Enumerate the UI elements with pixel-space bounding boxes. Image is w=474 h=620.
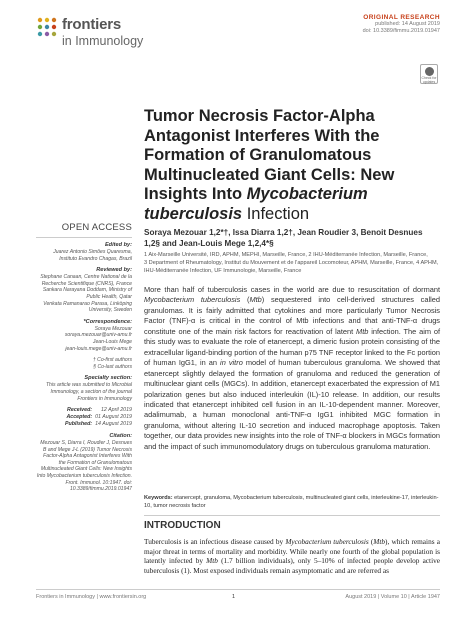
co-last-authors-note: § Co-last authors bbox=[93, 363, 132, 370]
received-label: Received: bbox=[67, 407, 93, 414]
reviewer: Stephane Canaan, Centre National de la Recherche Scientifique (CNRS), France bbox=[40, 274, 132, 287]
article-sidebar bbox=[36, 222, 132, 493]
journal-header bbox=[36, 14, 440, 54]
citation-text: Mezouar S, Diarra I, Roudier J, Desnues B and Mege J-L (2019) Tumor Necrosis Factor-Alpha Antagonist Interferes With the Formation of Granulomatous Multinucleated Giant Cells: New Insights Into Mycobacterium tuberculosis Infection. Front. Immunol. 10:1947. doi: 10.3389/fimmu.2019.01947 bbox=[36, 440, 132, 493]
article-type: ORIGINAL RESEARCH bbox=[363, 14, 440, 21]
article-dates bbox=[36, 407, 132, 428]
keywords bbox=[144, 494, 440, 510]
specialty-text: This article was submitted to Microbial Immunology, a section of the journal Frontiers in Immunology bbox=[45, 382, 132, 402]
correspondent-email[interactable]: jean-louis.mege@univ-amu.fr bbox=[65, 345, 132, 352]
reviewer: Venkata Ramanarao Parasa, Linköping University, Sweden bbox=[43, 300, 132, 314]
abstract: More than half of tuberculosis cases in the world are due to resuscitation of dormant Mycobacterium tuberculosis (Mtb) sequestered into cell-derived structures called granulomas. It is fairly admitted that cytokines and more particularly Tumor Necrosis Factor (TNF)-α is critical in the control of Mtb infections and that anti-TNF-α drugs constitute one of the main risk factors for reactivation of latent Mtb infection. The aim of this study was to evaluate the role of etanercept, a dimeric fusion protein consisting of the extracellular ligand-binding portion of the human p75 TNF receptor linked to the Fc portion of human IgG1, in an in vitro model of human tuberculous granuloma. We showed that etanercept slightly delayed the formation of granuloma and reduced the generation of multinuclear giant cells (MGCs). In addition, etanercept exacerbated the expression of M1 polarization genes but also induced interleukin (IL)-10 release. In addition, our results indicated that etanercept inhibited cell fusion in an IL-10-dependent manner. Moreover, adalimumab, a human monoclonal anti-TNF-α IgG1 inhibited MGC formation in granuloma, without altering IL-10 secretion and induced macrophage apoptosis. Taken together, our data provides new insights into the role of TNF-α blockers in MGCs formation and the impact of such immunomodulatory drugs on tuberculous granuloma maturation. bbox=[144, 285, 441, 451]
keywords-text: etanercept, granuloma, Mycobacterium tuberculosis, multinucleated giant cells, interleukine-17, interleukin-10, tumor necrosis factor bbox=[144, 495, 439, 509]
check-updates-badge[interactable] bbox=[420, 64, 438, 84]
received-date: 12 April 2019 bbox=[100, 407, 132, 414]
accepted-label: Accepted: bbox=[66, 414, 93, 421]
edited-by-label: Edited by: bbox=[104, 242, 132, 248]
reviewed-by-label: Reviewed by: bbox=[96, 267, 132, 274]
frontiers-logo-icon bbox=[36, 16, 58, 38]
title-end: Infection bbox=[242, 204, 310, 223]
affiliation-line: IHU-Méditerranée Infection, UF Immunologie, Marseille, France bbox=[144, 268, 302, 274]
page-number: 1 bbox=[232, 594, 236, 600]
footer-divider bbox=[36, 589, 440, 590]
affiliations bbox=[144, 251, 440, 275]
reviewer: Sankara Narayana Doddam, Ministry of Public Health, Qatar bbox=[42, 287, 132, 300]
intro-text: Tuberculosis is an infectious disease caused by Mycobacterium tuberculosis (Mtb), which remains a major threat in terms of mortality and morbidity. While nearly one fourth of the global population is latently infected by Mtb (1.7 billion individuals), only 5–10% of infected people develop active tuberculosis (1). Most exposed individuals remain asymptomatic and are referred as bbox=[144, 537, 440, 575]
publish-date: published: 14 August 2019 bbox=[375, 21, 440, 27]
title-text: Tumor Necrosis Factor-Alpha Antagonist Interferes With the Formation of Granulomatous Multinucleated Giant Cells: New Insights Into bbox=[144, 107, 395, 203]
citation-label: Citation: bbox=[109, 433, 132, 440]
affiliation-line: 1 Aix-Marseille Université, IRD, APHM, MEPHI, Marseille, France, 2 IHU-Méditerranée Infection, Marseille, France, bbox=[144, 252, 428, 258]
doi-link[interactable]: doi: 10.3389/fimmu.2019.01947 bbox=[362, 28, 440, 34]
intro-heading: INTRODUCTION bbox=[144, 520, 221, 531]
brand-name: frontiers bbox=[62, 16, 122, 33]
correspondent-name: Soraya Mezouar bbox=[94, 325, 132, 332]
check-updates-icon bbox=[425, 67, 434, 76]
keywords-label: Keywords: bbox=[144, 495, 173, 501]
check-updates-label: Check for updates bbox=[421, 76, 437, 84]
specialty-label: Specialty section: bbox=[84, 375, 132, 382]
footer-volume: August 2019 | Volume 10 | Article 1947 bbox=[345, 594, 440, 600]
published-label: Published: bbox=[65, 421, 93, 428]
open-access-label: OPEN ACCESS bbox=[61, 222, 132, 233]
article-meta bbox=[363, 14, 440, 35]
published-date: 14 August 2019 bbox=[95, 421, 132, 428]
author-list: Soraya Mezouar 1,2*†, Issa Diarra 1,2†, Jean Roudier 3, Benoit Desnues 1,2§ and Jean-Louis Mege 1,2,4*§ bbox=[144, 228, 423, 248]
co-first-authors-note: † Co-first authors bbox=[92, 357, 132, 364]
frontiers-logo[interactable] bbox=[36, 14, 166, 54]
article-title bbox=[144, 107, 440, 224]
affiliation-line: 3 Department of Rheumatology, Institut du Mouvement et de l'appareil Locomoteur, APHM, Marseille, France, 4 APHM, bbox=[144, 260, 439, 266]
correspondent-email[interactable]: soraya.mezouar@univ-amu.fr bbox=[64, 332, 132, 339]
editor: Juarez Antonio Simões Quaresma, Instituto Evandro Chagas, Brazil bbox=[53, 249, 132, 262]
correspondence-label: *Correspondence: bbox=[83, 318, 132, 325]
title-italic: Mycobacterium tuberculosis bbox=[144, 185, 368, 223]
section-divider bbox=[144, 515, 440, 516]
accepted-date: 01 August 2019 bbox=[95, 414, 132, 421]
correspondent-name: Jean-Louis Mege bbox=[92, 338, 132, 345]
sidebar-divider bbox=[36, 237, 132, 238]
journal-name: in Immunology bbox=[62, 34, 144, 48]
footer-journal-link[interactable]: Frontiers in Immunology | www.frontiersin.org bbox=[36, 594, 147, 600]
